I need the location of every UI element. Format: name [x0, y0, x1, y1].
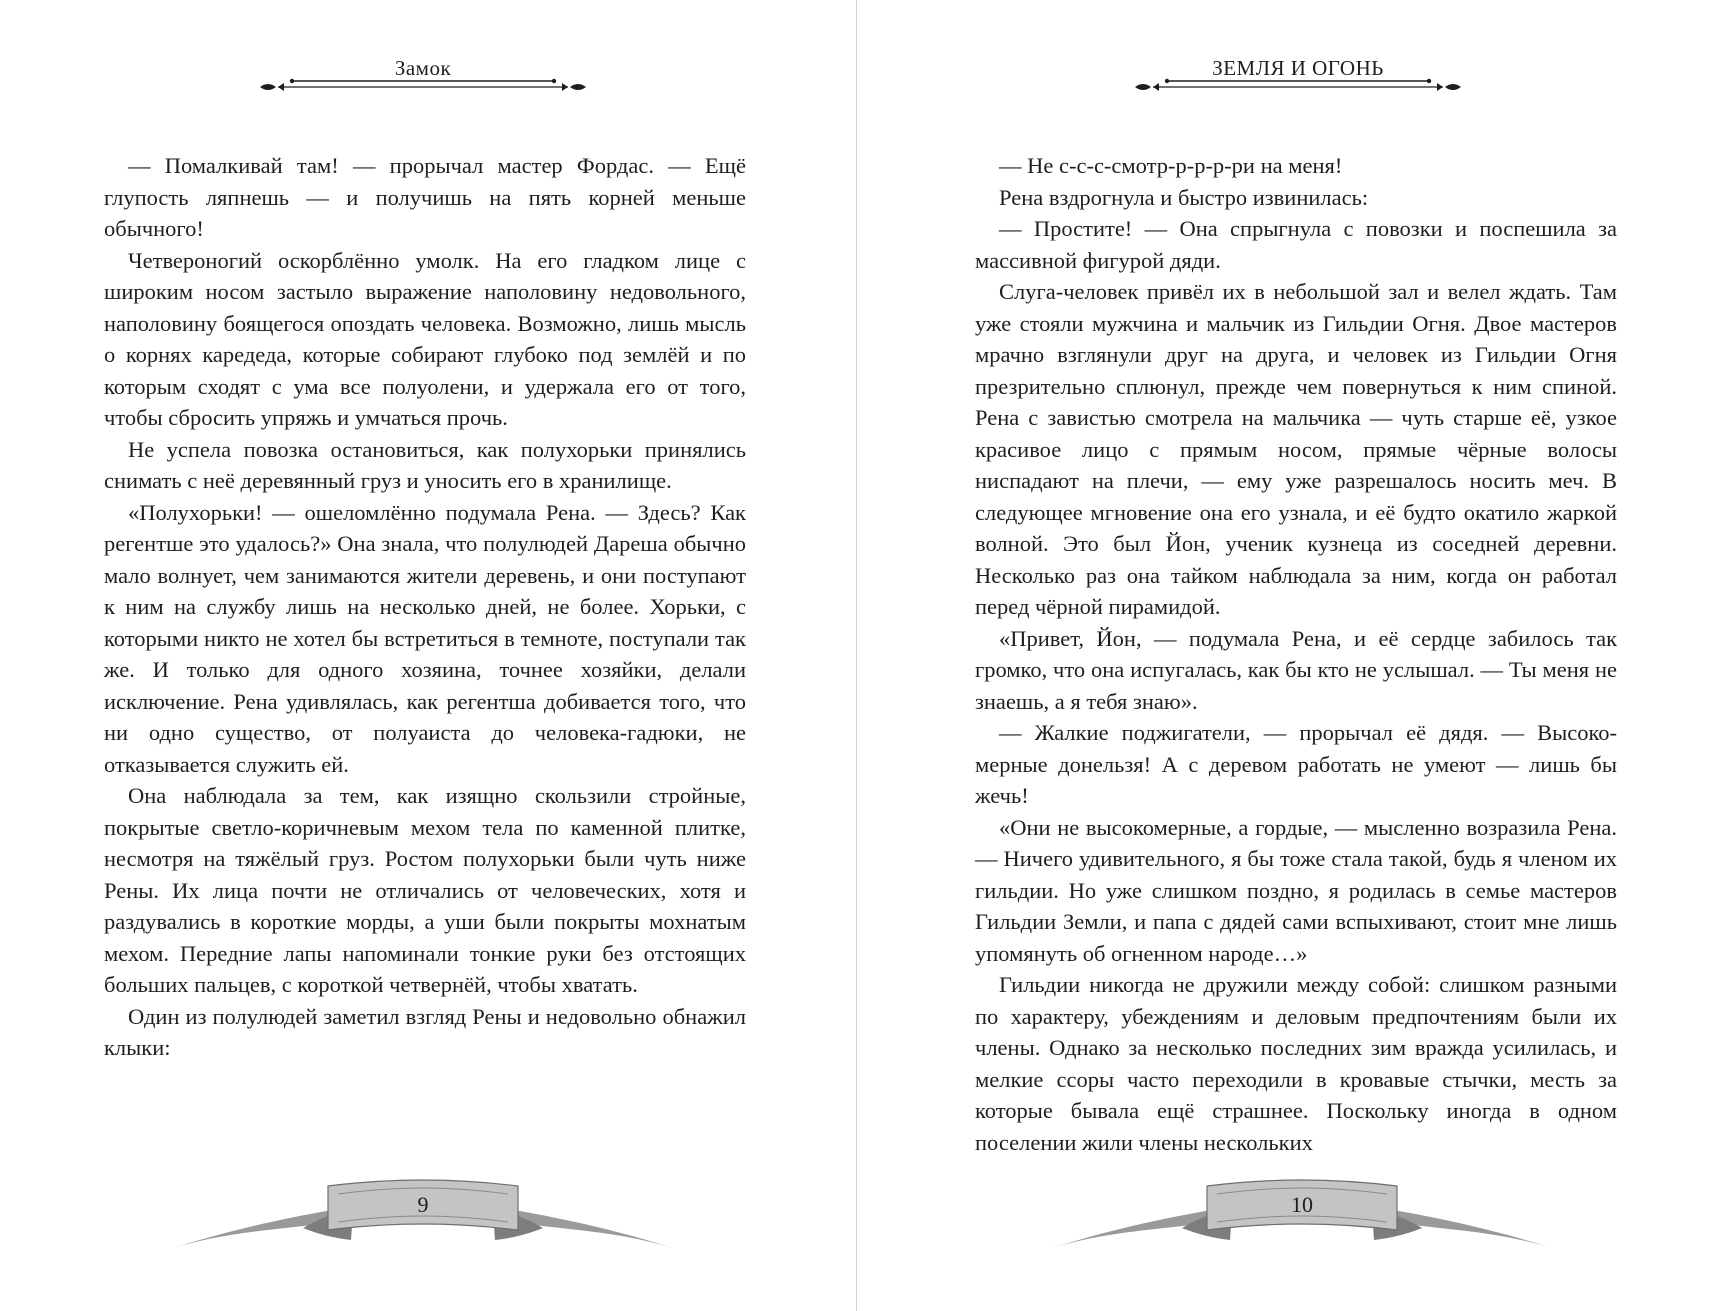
paragraph: Не успела повозка остановиться, как полухорьки принялись снимать с неё деревянный груз и уносить его в хранилище. [104, 436, 746, 493]
paragraph: Рена вздрогнула и быстро извинилась: [999, 184, 1369, 210]
paragraph: Четвероногий оскорблённо умолк. На его гладком лице с широким носом застыло выражение наполовину недовольного, наполовину боящегося опоздать человека. Возможно, лишь мысль о корнях каредеда, которые собирают глубоко под землёй и по которым сходят с ума все полуолени, и удержала его от того, чтобы сбросить упряжь и умчаться прочь. [104, 247, 746, 430]
running-header-right [1133, 52, 1463, 102]
right-page [857, 0, 1712, 1311]
paragraph: «Привет, Йон, — подумала Рена, и её сердце забилось так громко, что она испугалась, как бы кто не услышал. — Ты меня не знаешь, а я тебя знаю». [975, 625, 1617, 714]
page-body-right [975, 150, 1617, 1158]
paragraph: Она наблюдала за тем, как изящно скользили стройные, покрытые светло-коричневым мехом тела по каменной плитке, несмотря на тяжёлый груз. Ростом полухорьки были чуть ниже Рены. Их лица почти не отличались от человеческих, хотя и раздувались в короткие морды, а уши были покрыты мохнатым мехом. Передние лапы напоминали тонкие руки без отстоящих больших пальцев, с короткой четвернёй, чтобы хватать. [104, 783, 746, 997]
paragraph: — Жалкие поджигатели, — прорычал её дядя. — Высокомерные донельзя! А с деревом работать не умеют — лишь бы жечь! [975, 720, 1617, 808]
header-ornament [1133, 76, 1463, 100]
page-number-banner-left [173, 1172, 673, 1262]
paragraph: Один из полулюдей заметил взгляд Рены и недовольно обнажил клыки: [104, 1003, 746, 1060]
page-number-banner-right [1052, 1172, 1552, 1262]
page-number: 9 [417, 1192, 429, 1217]
page-body-left [104, 150, 746, 1064]
running-title: ЗЕМЛЯ И ОГОНЬ [1212, 56, 1384, 80]
header-ornament [258, 76, 588, 100]
running-title: Замок [394, 56, 452, 80]
page-number: 10 [1291, 1192, 1313, 1217]
paragraph: — Простите! — Она спрыгнула с повозки и поспешила за массивной фигурой дяди. [975, 216, 1617, 273]
paragraph: — Помалкивай там! — прорычал мастер Фордас. — Ещё глупость ляпнешь — и получишь на пять корней меньше обычного! [104, 153, 746, 241]
paragraph: — Не с-с-с-смотр-р-р-р-ри на меня! [999, 153, 1343, 178]
paragraph: «Они не высокомерные, а гордые, — мысленно возразила Рена. — Ничего удивительного, я бы тоже стала такой, будь я членом их гильдии. Но уже слишком поздно, я родилась в семье мастеров Гильдии Земли, и папа с дядей сами вспыхивают, стоит мне лишь упомянуть об огненном народе…» [975, 814, 1617, 966]
paragraph: Гильдии никогда не дружили между собой: слишком разными по характеру, убеждениям и деловым предпочтениям были их члены. Однако за несколько последних зим вражда усилилась, и мелкие ссоры часто переходили в кровавые стычки, месть за которые бывала ещё страшнее. Поскольку иногда в одном поселении жили члены нескольких [975, 972, 1617, 1155]
paragraph: «Полухорьки! — ошеломлённо подумала Рена. — Здесь? Как регентше это удалось?» Она знала, что полулюдей Дареша обычно мало волнует, чем занимаются жители деревень, и они поступают к ним на службу лишь на несколько дней, не более. Хорьки, с которыми никто не хотел бы встретиться в темноте, поступали так же. И только для одного хозяина, точнее хозяйки, делали исключение. Рена удивлялась, как регентша добивается того, что ни одно существо, от полуаиста до человека-гадюки, не отказывается служить ей. [104, 499, 746, 777]
running-header-left [258, 52, 588, 102]
paragraph: Слуга-человек привёл их в небольшой зал и велел ждать. Там уже стояли мужчина и мальчик из Гильдии Огня. Двое мастеров мрачно взглянули друг на друга, и человек из Гильдии Огня презрительно сплюнул, прежде чем повернуться к ним спиной. Рена с завистью смотрела на мальчика — чуть старше её, узкое красивое лицо с прямым носом, прямые чёрные волосы ниспадают на плечи, — ему уже разрешалось носить меч. В следующее мгновение она его узнала, и её будто окатило жаркой волной. Это был Йон, ученик кузнеца из соседней деревни. Несколько раз она тайком наблюдала за ним, когда он работал перед чёрной пирамидой. [975, 279, 1617, 619]
